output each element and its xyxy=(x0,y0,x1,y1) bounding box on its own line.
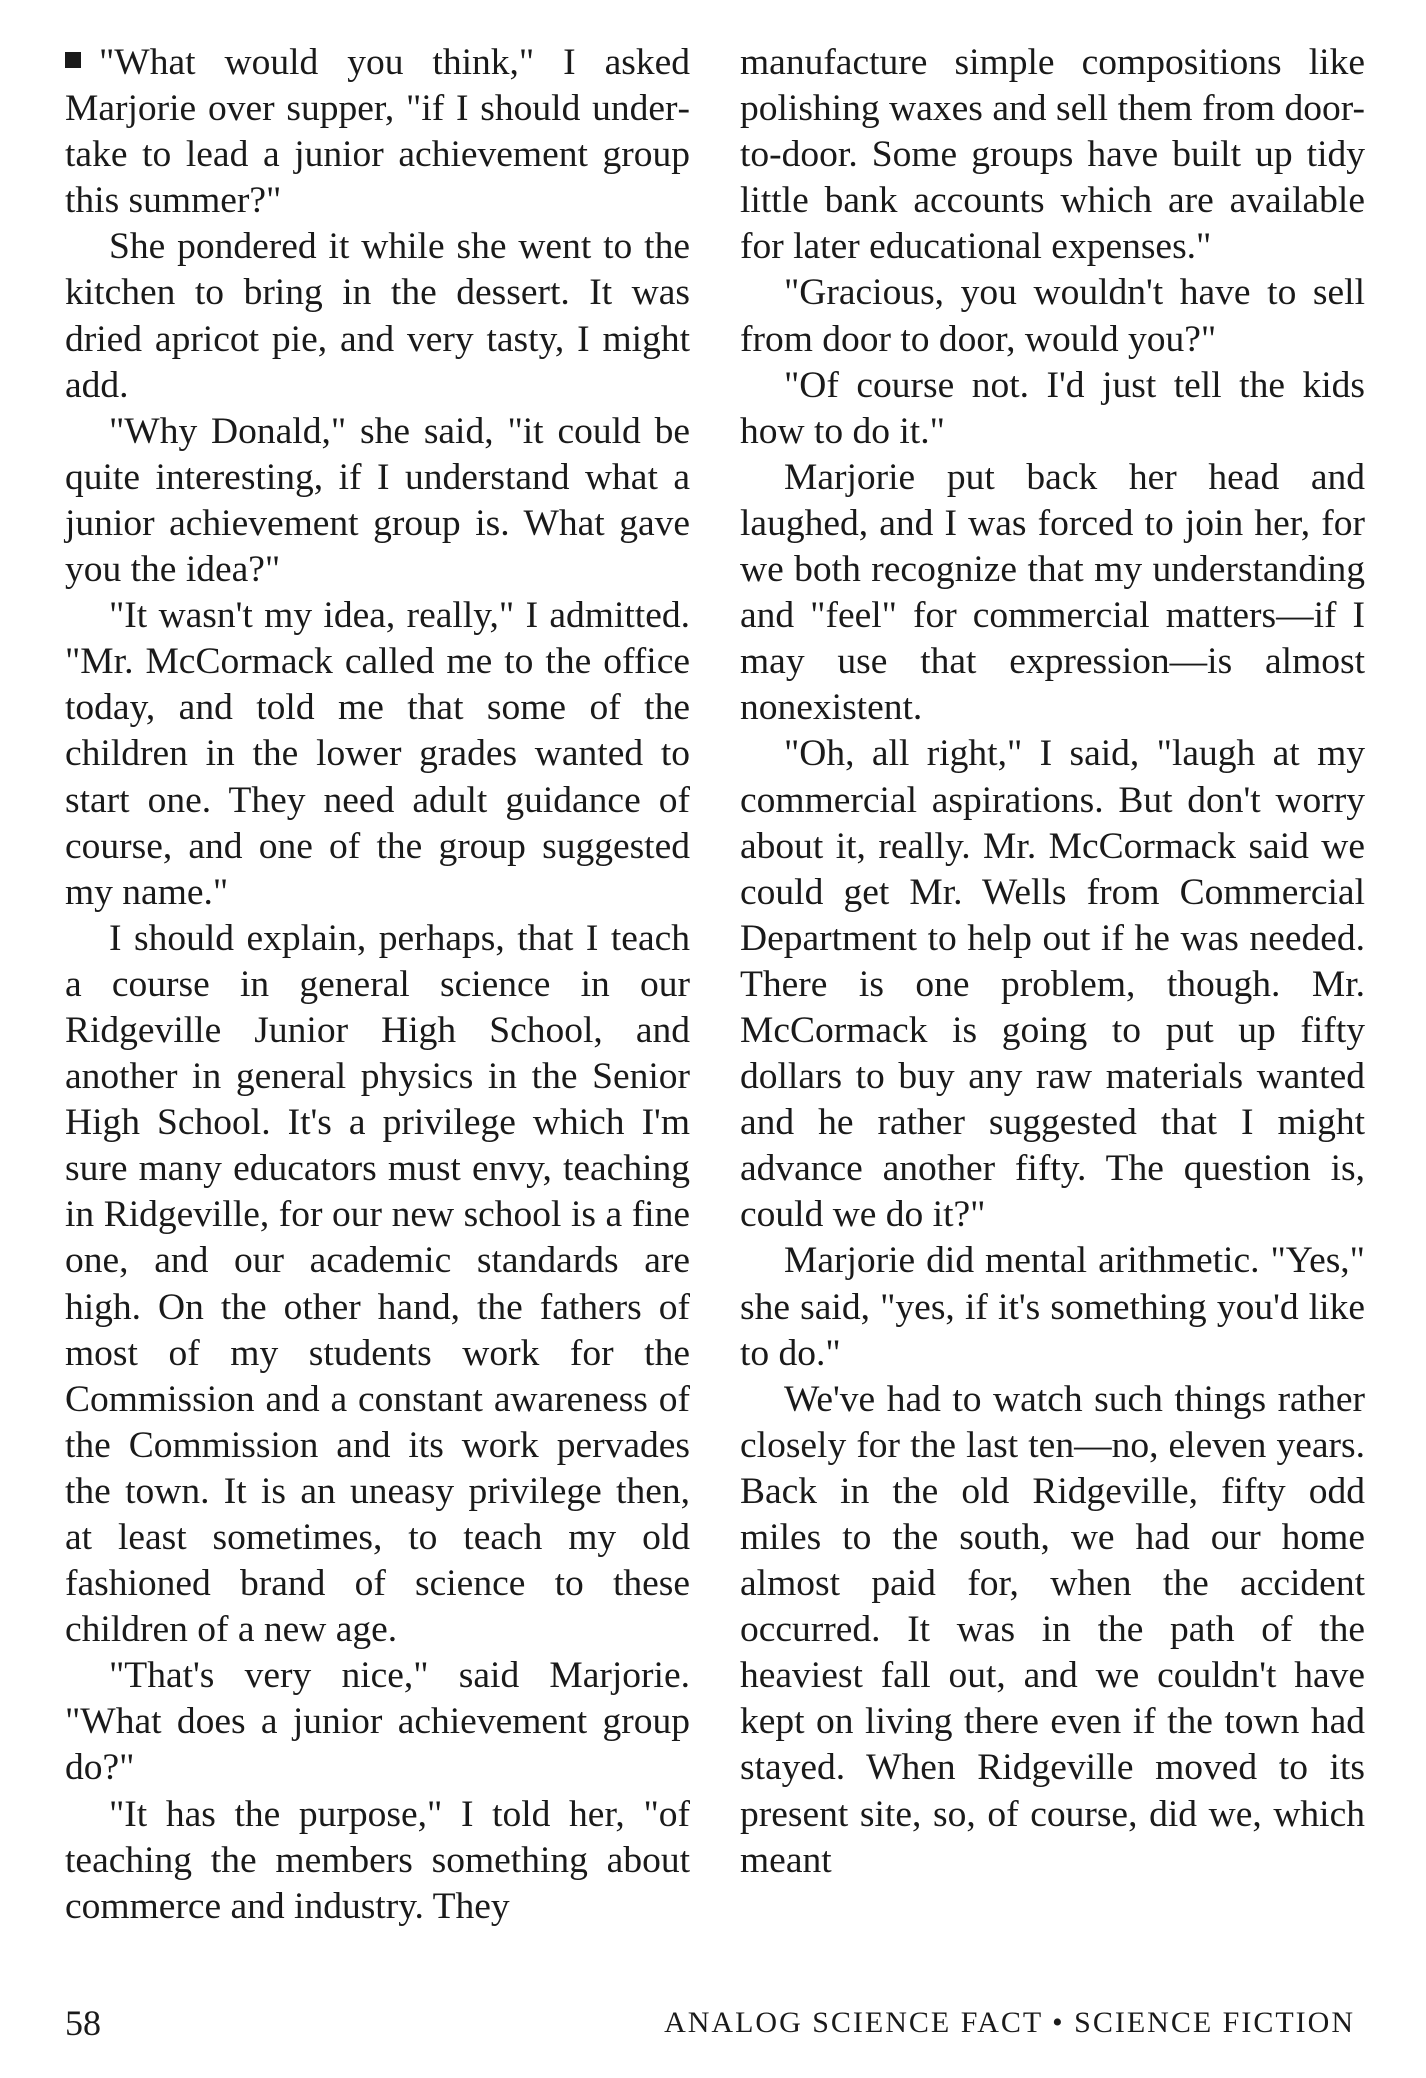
paragraph: Marjorie put back her head and laughed, and I was forced to join her, for we both recognize that my understanding and "feel" for commercial matters—if I may use that expression—is almost nonexistent. xyxy=(740,456,1365,729)
paragraph: "That's very nice," said Marjorie. "What does a junior achievement group do?" xyxy=(65,1655,690,1789)
paragraph: "It wasn't my idea, really," I admitted. "Mr. McCormack called me to the office today, and told me that some of the children in the lower grades wanted to start one. They need adult guidance of course, and one of the group suggested my name." xyxy=(65,595,690,913)
paragraph xyxy=(65,40,690,224)
paragraph: "Of course not. I'd just tell the kids how to do it." xyxy=(740,364,1365,452)
paragraph: "It has the purpose," I told her, "of teaching the members something about commerce and industry. They xyxy=(65,1793,690,1927)
page-number: 58 xyxy=(65,2003,101,2043)
paragraph: I should explain, perhaps, that I teach a course in general science in our Ridgeville Junior High School, and another in general physics in the Senior High School. It's a privilege which I'm sure many educators must envy, teaching in Ridgeville, for our new school is a fine one, and our academic standards are high. On the other hand, the fathers of most of my students work for the Commission and a constant awareness of the Commission and its work pervades the town. It is an uneasy privilege then, at least sometimes, to teach my old fashioned brand of science to these children of a new age. xyxy=(65,917,690,1651)
paragraph: We've had to watch such things rather closely for the last ten—no, eleven years. Back in the old Ridgeville, fifty odd miles to the south, we had our home almost paid for, when the accident occurred. It was in the path of the heaviest fall out, and we couldn't have kept on living there even if the town had stayed. When Ridgeville moved to its present site, so, of course, did we, which meant xyxy=(740,1378,1365,1881)
paragraph: "Gracious, you wouldn't have to sell from door to door, would you?" xyxy=(740,272,1365,360)
running-head: ANALOG SCIENCE FACT • SCIENCE FICTION xyxy=(664,2006,1355,2039)
paragraph: Marjorie did mental arithmetic. "Yes," she said, "yes, if it's something you'd like to do." xyxy=(740,1240,1365,1374)
left-column xyxy=(65,40,690,1930)
paragraph: "Why Donald," she said, "it could be quite interesting, if I understand what a junior achievement group is. What gave you the idea?" xyxy=(65,410,690,591)
page-footer xyxy=(65,2003,1355,2043)
section-start-square-icon xyxy=(65,52,81,68)
paragraph: "Oh, all right," I said, "laugh at my commercial aspirations. But don't worry about it, really. Mr. McCormack said we could get Mr. Wells from Commercial Department to help out if he was needed. There is one problem, though. Mr. McCormack is going to put up fifty dollars to buy any raw materials wanted and he rather suggested that I might advance another fifty. The question is, could we do it?" xyxy=(740,733,1365,1236)
paragraph: She pondered it while she went to the kitchen to bring in the dessert. It was dried apricot pie, and very tasty, I might add. xyxy=(65,226,690,406)
paragraph-continued: manufacture simple compositions like polishing waxes and sell them from door-to-door. Some groups have built up tidy little bank accounts which are available for later educational expenses." xyxy=(740,42,1365,268)
paragraph-text: "What would you think," I asked Marjorie over supper, "if I should undertake to lead a junior achievement group this summer?" xyxy=(65,42,690,222)
right-column xyxy=(740,40,1365,1884)
